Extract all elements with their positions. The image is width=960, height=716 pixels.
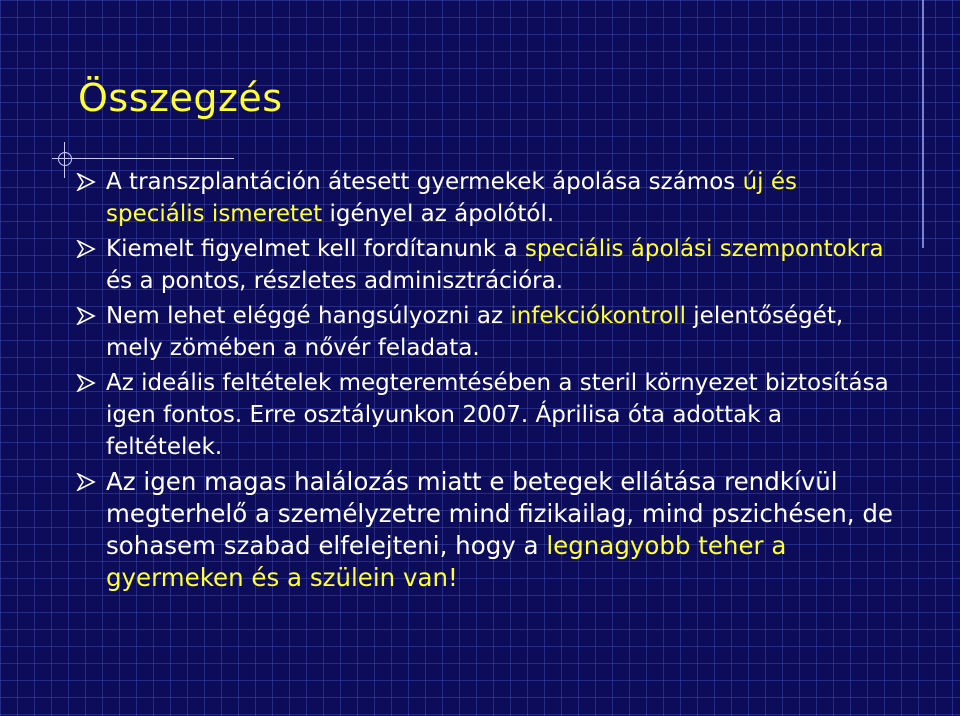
bullet-text-part: Az igen magas halálozás miatt e betegek ellátása rendkívül megterhelő a személyzetre mind fizikailag, mind pszichésen, de sohasem szabad elfelejteni, hogy a <box>106 467 894 560</box>
arrowhead-bullet-icon <box>76 307 96 325</box>
arrowhead-bullet-icon <box>76 240 96 258</box>
bullet-text-part: Az ideális feltételek megteremtésében a steril környezet biztosítása igen fontos. Erre osztályunkon 2007. Áprilisa óta adottak a feltételek. <box>106 370 889 460</box>
bullet-text <box>106 169 797 227</box>
slide-title: Összegzés <box>78 76 283 120</box>
bullet-highlight: infekciókontroll <box>510 303 686 329</box>
bullet-highlight: legnagyobb teher a gyermeken és a szülein van! <box>106 531 787 592</box>
bullet-text-part: Nem lehet eléggé hangsúlyozni az <box>106 303 511 329</box>
decorative-horizontal-line <box>52 158 234 159</box>
bullet-highlight: új és speciális ismeretet <box>106 169 797 227</box>
bullet-item <box>76 466 896 594</box>
bullet-list <box>76 166 896 597</box>
decorative-circle-icon <box>58 152 72 166</box>
bullet-text-part: jelentőségét, mely zömében a nővér feladata. <box>106 303 844 361</box>
bullet-item <box>76 166 896 230</box>
bullet-item <box>76 300 896 364</box>
bullet-highlight: speciális ápolási szempontokra <box>524 236 884 262</box>
bullet-item <box>76 367 896 463</box>
arrowhead-bullet-icon <box>76 374 96 392</box>
bullet-text <box>106 370 889 460</box>
bullet-text <box>106 467 893 592</box>
bullet-text-part: Kiemelt figyelmet kell fordítanunk a <box>106 236 525 262</box>
bullet-item <box>76 233 896 297</box>
bullet-text-part: igényel az ápolótól. <box>322 201 555 227</box>
decorative-vertical-rule <box>922 0 924 248</box>
arrowhead-bullet-icon <box>76 173 96 191</box>
bullet-text-part: A transzplantáción átesett gyermekek ápolása számos <box>106 169 743 195</box>
bullet-text <box>106 236 884 294</box>
arrowhead-bullet-icon <box>76 473 96 491</box>
bullet-text-part: és a pontos, részletes adminisztrációra. <box>106 268 564 294</box>
bullet-text <box>106 303 843 361</box>
